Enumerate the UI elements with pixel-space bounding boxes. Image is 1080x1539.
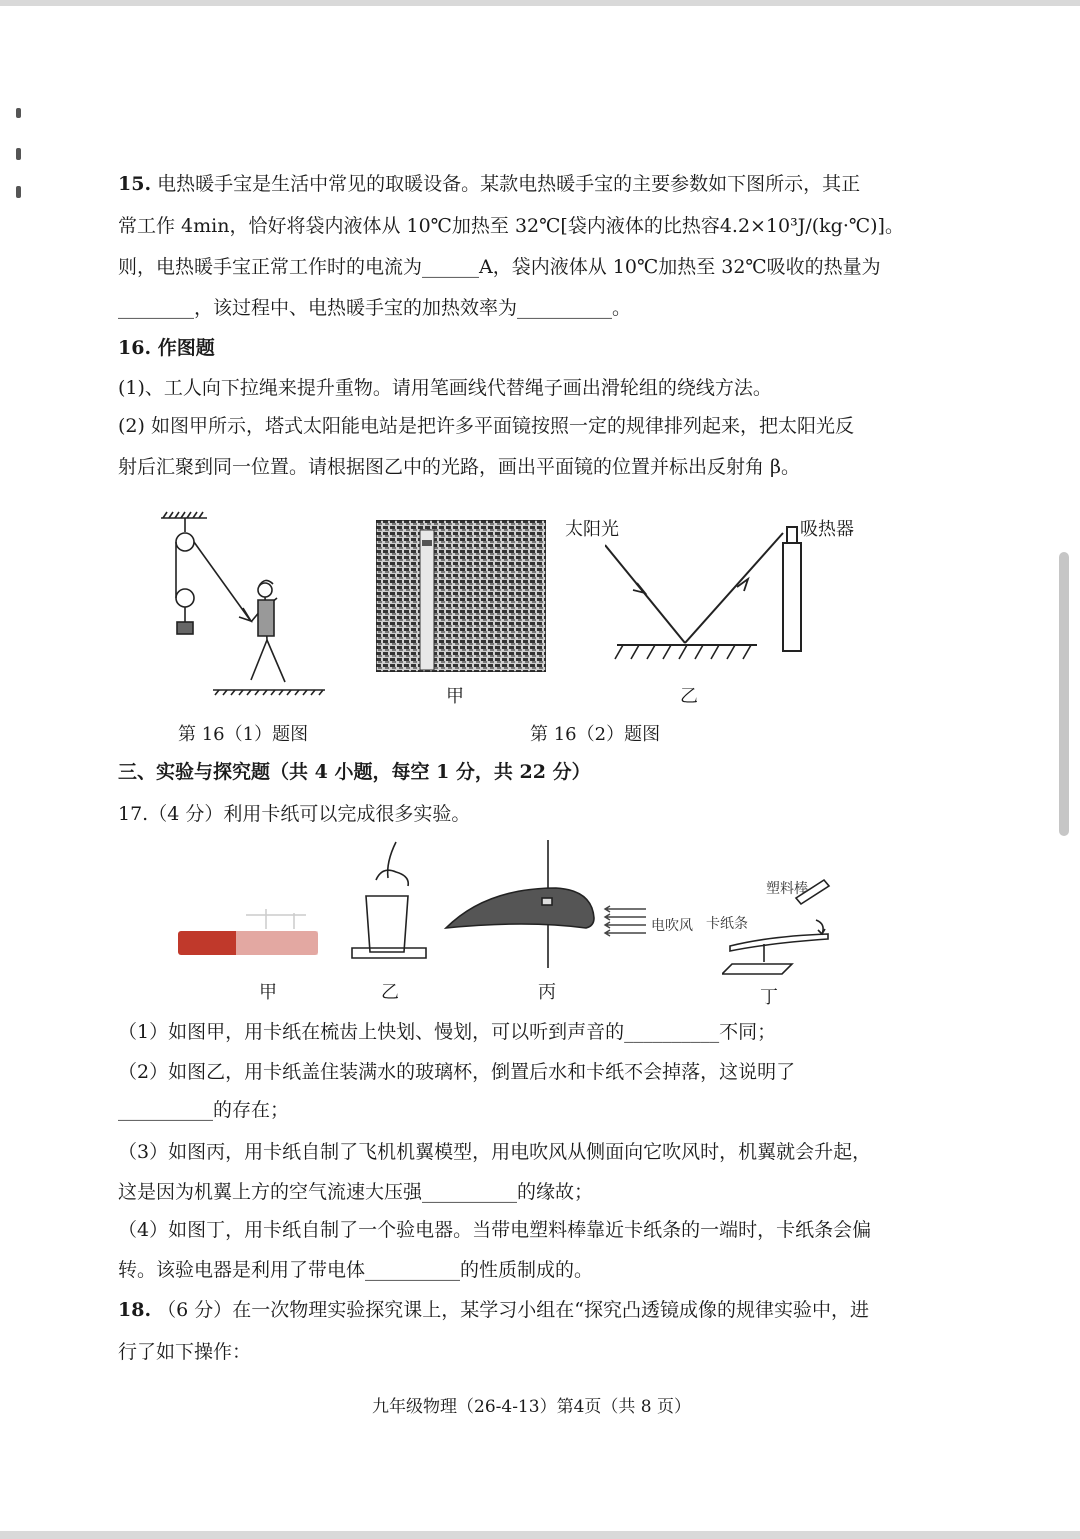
q16-part2-line1: (2) 如图甲所示，塔式太阳能电站是把许多平面镜按照一定的规律排列起来，把太阳光反 [118, 415, 854, 437]
fig-label-jia: 甲 [446, 686, 464, 707]
q18-line2: 行了如下操作： [118, 1341, 252, 1363]
fig16-1-caption: 第 16（1）题图 [178, 724, 309, 745]
cardstrip-label: 卡纸条 [706, 916, 748, 932]
light-path-diagram [605, 515, 815, 665]
scrollbar-thumb[interactable] [1059, 552, 1069, 836]
worker-pulley-figure [155, 510, 330, 700]
q15-line4: ________，该过程中、电热暖手宝的加热效率为__________。 [118, 297, 632, 319]
q17-part2-line1: （2）如图乙，用卡纸盖住装满水的玻璃杯，倒置后水和卡纸不会掉落，这说明了 [118, 1061, 796, 1083]
q15-text-1: 电热暖手宝是生活中常见的取暖设备。某款电热暖手宝的主要参数如下图所示，其正 [157, 173, 861, 195]
cup-card-figure [348, 840, 430, 962]
airflow-arrows [596, 905, 648, 939]
q15-line1 [118, 172, 860, 196]
q17-part1: （1）如图甲，用卡纸在梳齿上快划、慢划，可以听到声音的__________不同； [118, 1021, 777, 1043]
margin-mark [16, 108, 21, 118]
q18-number: 18. [118, 1299, 152, 1321]
fig17-label-jia: 甲 [259, 982, 277, 1003]
wing-model-figure [440, 840, 610, 970]
fig17-label-yi: 乙 [381, 982, 399, 1003]
q17-part3-line2: 这是因为机翼上方的空气流速大压强__________的缘故； [118, 1181, 594, 1203]
absorber-label: 吸热器 [800, 519, 854, 540]
q17-part2-line2: __________的存在； [118, 1099, 290, 1121]
q17-part3-line1: （3）如图丙，用卡纸自制了飞机机翼模型，用电吹风从侧面向它吹风时，机翼就会升起， [118, 1141, 872, 1163]
sunlight-label: 太阳光 [565, 519, 619, 540]
q16-part2-line2: 射后汇聚到同一位置。请根据图乙中的光路，画出平面镜的位置并标出反射角 β。 [118, 456, 801, 478]
q16-part1: (1)、工人向下拉绳来提升重物。请用笔画线代替绳子画出滑轮组的绕线方法。 [118, 377, 772, 399]
q18-line1 [118, 1298, 869, 1322]
q17-part4-line2: 转。该验电器是利用了带电体__________的性质制成的。 [118, 1259, 594, 1281]
fig-label-yi: 乙 [680, 686, 698, 707]
q16-number: 16. [118, 337, 152, 359]
bottom-edge [0, 1531, 1080, 1539]
q15-line3: 则，电热暖手宝正常工作时的电流为______A，袋内液体从 10℃加热至 32℃吸收的热量为 [118, 256, 881, 278]
comb-card-figure [176, 905, 324, 961]
hairdryer-label: 电吹风 [651, 918, 693, 934]
plasticrod-label: 塑料棒 [766, 881, 808, 897]
q16-title: 作图题 [157, 337, 215, 359]
fig17-label-ding: 丁 [760, 987, 778, 1008]
q15-line2: 常工作 4min，恰好将袋内液体从 10℃加热至 32℃[袋内液体的比热容4.2×10³J/(kg·℃)]。 [118, 215, 904, 237]
margin-mark [16, 186, 21, 198]
top-edge [0, 0, 1080, 6]
solar-tower-photo [376, 520, 546, 672]
section3-heading: 三、实验与探究题（共 4 小题，每空 1 分，共 22 分） [118, 761, 591, 783]
q15-number: 15. [118, 173, 152, 195]
fig16-2-caption: 第 16（2）题图 [530, 724, 661, 745]
q17-intro: 17.（4 分）利用卡纸可以完成很多实验。 [118, 803, 471, 825]
q17-part4-line1: （4）如图丁，用卡纸自制了一个验电器。当带电塑料棒靠近卡纸条的一端时，卡纸条会偏 [118, 1219, 872, 1241]
page-footer: 九年级物理（26-4-13）第4页（共 8 页） [372, 1397, 692, 1417]
q18-text-1: （6 分）在一次物理实验探究课上，某学习小组在“探究凸透镜成像的规律实验中，进 [157, 1299, 869, 1321]
q16-heading [118, 336, 215, 360]
fig17-label-bing: 丙 [538, 982, 556, 1003]
margin-mark [16, 148, 21, 160]
